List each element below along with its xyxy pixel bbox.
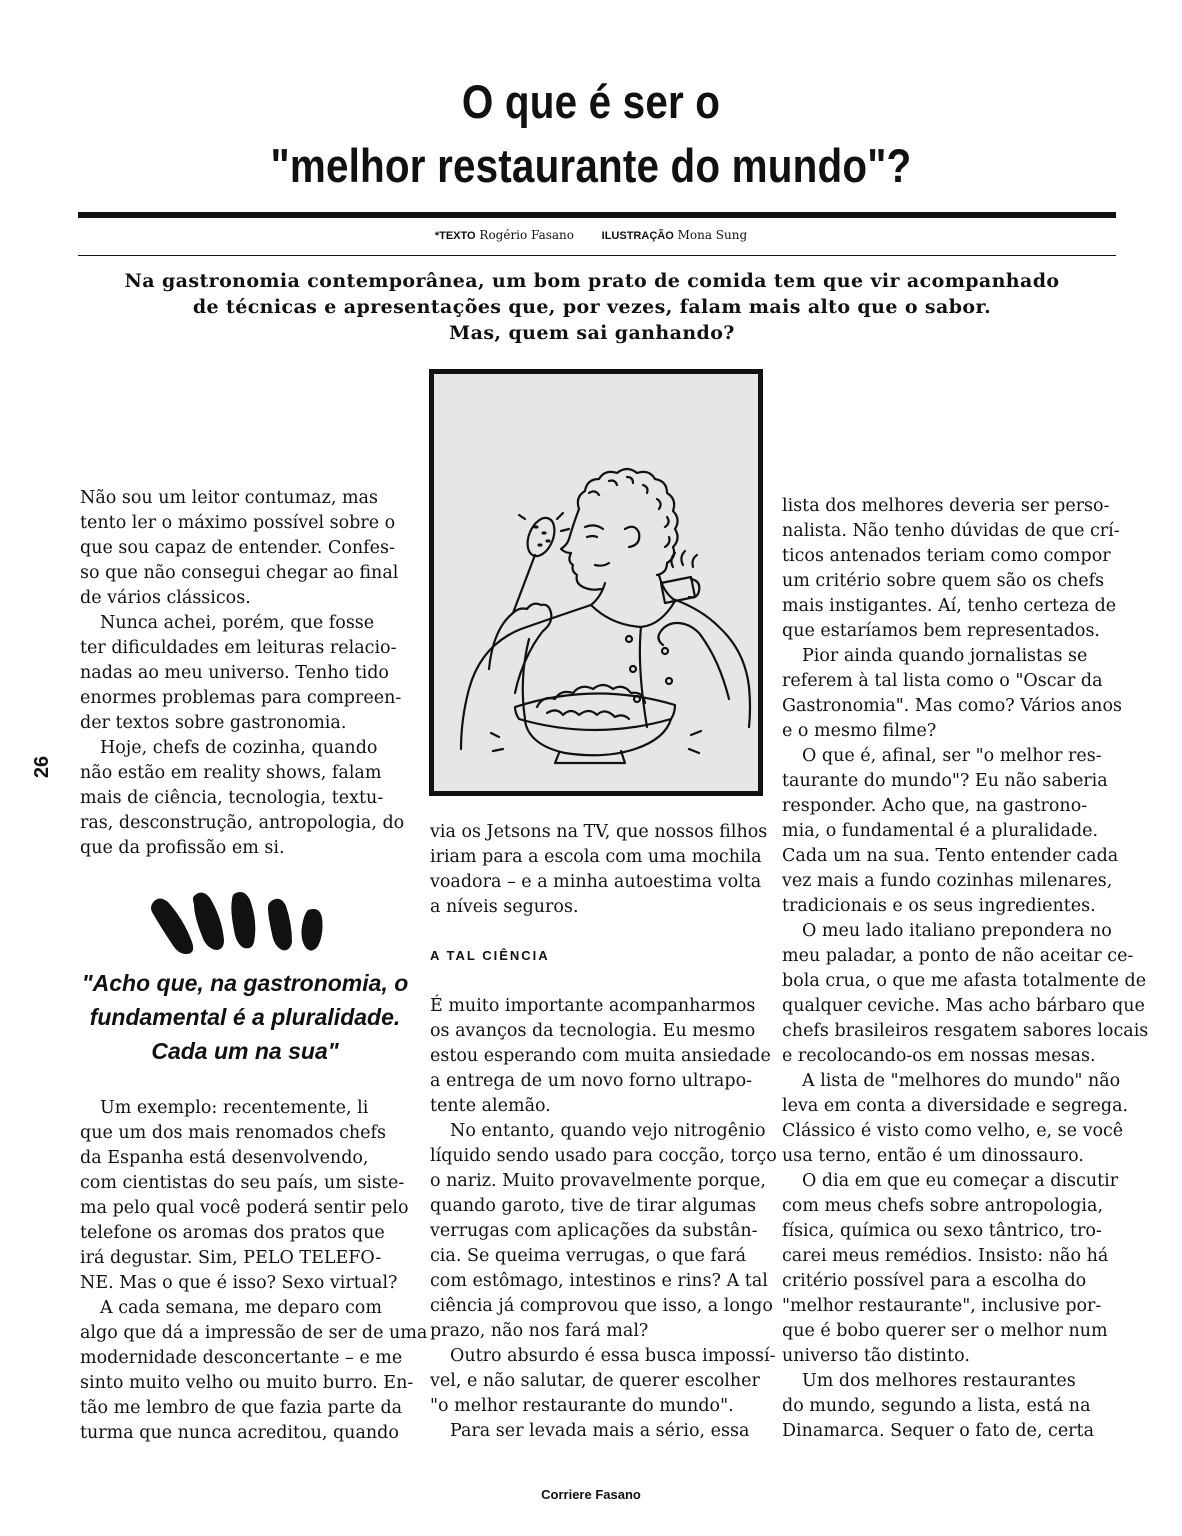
body-line: Dinamarca. Sequer o fato de, certa [782, 1421, 1095, 1441]
article-column-2-bottom [430, 994, 777, 1444]
body-line: responder. Acho que, na gastrono- [782, 796, 1088, 816]
body-line: nalista. Não tenho dúvidas de que crí- [782, 521, 1120, 541]
body-line: da Espanha está desenvolvendo, [80, 1148, 369, 1168]
pull-quote-line: "Acho que, na gastronomia, o [81, 970, 409, 996]
body-line: O que é, afinal, ser "o melhor res- [802, 746, 1102, 766]
brush-mark [151, 898, 193, 954]
title-rule [78, 212, 1116, 218]
body-line: irá degustar. Sim, PELO TELEFO- [80, 1248, 382, 1268]
body-line: leva em conta a diversidade e segrega. [782, 1096, 1129, 1116]
body-line: ras, desconstrução, antropologia, do [80, 813, 405, 833]
body-line: Gastronomia". Mas como? Vários anos [782, 696, 1122, 716]
body-line: tradicionais e os seus ingredientes. [782, 896, 1096, 916]
body-line: A lista de "melhores do mundo" não [802, 1071, 1121, 1091]
body-line: bola crua, o que me afasta totalmente de [782, 971, 1147, 991]
body-line: chefs brasileiros resgatem sabores locais [782, 1021, 1149, 1041]
page-number: 26 [31, 755, 53, 779]
body-line: a entrega de um novo forno ultrapo- [430, 1071, 753, 1091]
body-line: Um exemplo: recentemente, li [100, 1098, 369, 1118]
brush-mark [193, 892, 224, 950]
body-line: mia, o fundamental é a pluralidade. [782, 821, 1099, 841]
body-line: mais instigantes. Aí, tenho certeza de [782, 596, 1117, 616]
byline-text-author: Rogério Fasano [479, 228, 574, 242]
body-line: mais de ciência, tecnologia, textu- [80, 788, 384, 808]
body-line: nadas ao meu universo. Tenho tido [80, 663, 389, 683]
page-footer: Corriere Fasano [541, 1487, 641, 1502]
byline [0, 228, 1182, 242]
body-line: carei meus remédios. Insisto: não há [782, 1246, 1109, 1266]
body-line: ticos antenados teriam como compor [782, 546, 1111, 566]
body-line: voadora – e a minha autoestima volta [430, 872, 762, 892]
body-line: prazo, não nos fará mal? [430, 1321, 649, 1341]
article-column-2-top [430, 820, 770, 920]
body-line: física, química ou sexo tântrico, tro- [782, 1221, 1102, 1241]
body-line: Outro absurdo é essa busca impossí- [450, 1346, 776, 1366]
body-line: tento ler o máximo possível sobre o [80, 513, 396, 533]
quote-marks-decoration [148, 886, 338, 956]
body-line: Um dos melhores restaurantes [802, 1371, 1076, 1391]
body-line: verrugas com aplicações da substân- [430, 1221, 758, 1241]
standfirst-line: Mas, quem sai ganhando? [449, 322, 735, 344]
body-line: via os Jetsons na TV, que nossos filhos [430, 822, 768, 842]
chef-tasting-spoon-illustration [429, 369, 763, 796]
brush-mark [302, 909, 323, 951]
body-line: usa terno, então é um dinossauro. [782, 1146, 1084, 1166]
body-line: telefone os aromas dos pratos que [80, 1223, 385, 1243]
body-line: algo que dá a impressão de ser de uma [80, 1323, 428, 1343]
body-line: No entanto, quando vejo nitrogênio [450, 1121, 766, 1141]
byline-text-label: *TEXTO [434, 230, 476, 242]
body-line: e o mesmo filme? [782, 721, 937, 741]
body-line: critério possível para a escolha do [782, 1271, 1087, 1291]
body-line: so que não consegui chegar ao final [80, 563, 399, 583]
article-title-line: "melhor restaurante do mundo"? [270, 139, 912, 192]
body-line: taurante do mundo"? Eu não saberia [782, 771, 1108, 791]
byline-illustration-author: Mona Sung [677, 228, 748, 242]
pull-quote-line: Cada um na sua" [151, 1038, 339, 1064]
body-line: vel, e não salutar, de querer escolher [430, 1371, 760, 1391]
body-line: ter dificuldades em leituras relacio- [80, 638, 397, 658]
body-line: Para ser levada mais a sério, essa [450, 1421, 750, 1441]
article-title-line: O que é ser o [461, 75, 721, 128]
body-line: não estão em reality shows, falam [80, 763, 382, 783]
body-line: enormes problemas para compreen- [80, 688, 402, 708]
section-subhead: A TAL CIÊNCIA [430, 948, 550, 963]
body-line: Clássico é visto como velho, e, se você [782, 1121, 1124, 1141]
pull-quote [80, 966, 410, 1068]
body-line: ciência já comprovou que isso, a longo [430, 1296, 773, 1316]
body-line: Nunca achei, porém, que fosse [100, 613, 375, 633]
body-line: "o melhor restaurante do mundo". [430, 1396, 734, 1416]
brush-mark [231, 892, 255, 948]
body-line: O dia em que eu começar a discutir [802, 1171, 1119, 1191]
body-line: com meus chefs sobre antropologia, [782, 1196, 1104, 1216]
body-line: universo tão distinto. [782, 1346, 970, 1366]
body-line: e recolocando-os em nossas mesas. [782, 1046, 1096, 1066]
article-column-1-bottom [80, 1096, 428, 1446]
article-column-3 [782, 494, 1149, 1444]
body-line: um critério sobre quem são os chefs [782, 571, 1105, 591]
pull-quote-line: fundamental é a pluralidade. [89, 1004, 401, 1030]
body-line: com estômago, intestinos e rins? A tal [430, 1271, 768, 1291]
body-line: que estaríamos bem representados. [782, 621, 1100, 641]
body-line: Cada um na sua. Tento entender cada [782, 846, 1119, 866]
body-line: do mundo, segundo a lista, está na [782, 1396, 1091, 1416]
standfirst [100, 268, 1084, 346]
brush-mark [268, 899, 292, 951]
body-line: A cada semana, me deparo com [100, 1298, 382, 1318]
body-line: quando garoto, tive de tirar algumas [430, 1196, 757, 1216]
body-line: "melhor restaurante", inclusive por- [782, 1296, 1102, 1316]
body-line: É muito importante acompanharmos [430, 996, 756, 1016]
body-line: cia. Se queima verrugas, o que fará [430, 1246, 747, 1266]
body-line: que da profissão em si. [80, 838, 285, 858]
byline-illustration-label: ILUSTRAÇÃO [601, 230, 674, 242]
body-line: estou esperando com muita ansiedade [430, 1046, 771, 1066]
standfirst-line: Na gastronomia contemporânea, um bom prato de comida tem que vir acompanhado [124, 270, 1060, 292]
body-line: tente alemão. [430, 1096, 551, 1116]
body-line: der textos sobre gastronomia. [80, 713, 347, 733]
body-line: os avanços da tecnologia. Eu mesmo [430, 1021, 756, 1041]
body-line: que é bobo querer ser o melhor num [782, 1321, 1108, 1341]
body-line: lista dos melhores deveria ser perso- [782, 496, 1110, 516]
body-line: ma pelo qual você poderá sentir pelo [80, 1198, 409, 1218]
body-line: O meu lado italiano prepondera no [802, 921, 1112, 941]
body-line: turma que nunca acreditou, quando [80, 1423, 399, 1443]
body-line: referem à tal lista como o "Oscar da [782, 671, 1103, 691]
body-line: o nariz. Muito provavelmente porque, [430, 1171, 766, 1191]
body-line: qualquer ceviche. Mas acho bárbaro que [782, 996, 1145, 1016]
body-line: com cientistas do seu país, um siste- [80, 1173, 405, 1193]
body-line: iriam para a escola com uma mochila [430, 847, 762, 867]
body-line: líquido sendo usado para cocção, torço [430, 1146, 777, 1166]
standfirst-line: de técnicas e apresentações que, por vezes, falam mais alto que o sabor. [192, 296, 992, 318]
body-line: vez mais a fundo cozinhas milenares, [782, 871, 1113, 891]
article-column-1-top [80, 486, 410, 861]
body-line: Pior ainda quando jornalistas se [802, 646, 1088, 666]
body-line: que um dos mais renomados chefs [80, 1123, 386, 1143]
body-line: Não sou um leitor contumaz, mas [80, 488, 378, 508]
body-line: sinto muito velho ou muito burro. En- [80, 1373, 414, 1393]
body-line: tão me lembro de que fazia parte da [80, 1398, 403, 1418]
body-line: meu paladar, a ponto de não aceitar ce- [782, 946, 1134, 966]
body-line: que sou capaz de entender. Confes- [80, 538, 395, 558]
body-line: de vários clássicos. [80, 588, 251, 608]
article-title [83, 70, 1100, 198]
body-line: a níveis seguros. [430, 897, 579, 917]
body-line: modernidade desconcertante – e me [80, 1348, 403, 1368]
body-line: NE. Mas o que é isso? Sexo virtual? [80, 1273, 398, 1293]
byline-rule [78, 255, 1116, 256]
body-line: Hoje, chefs de cozinha, quando [100, 738, 378, 758]
